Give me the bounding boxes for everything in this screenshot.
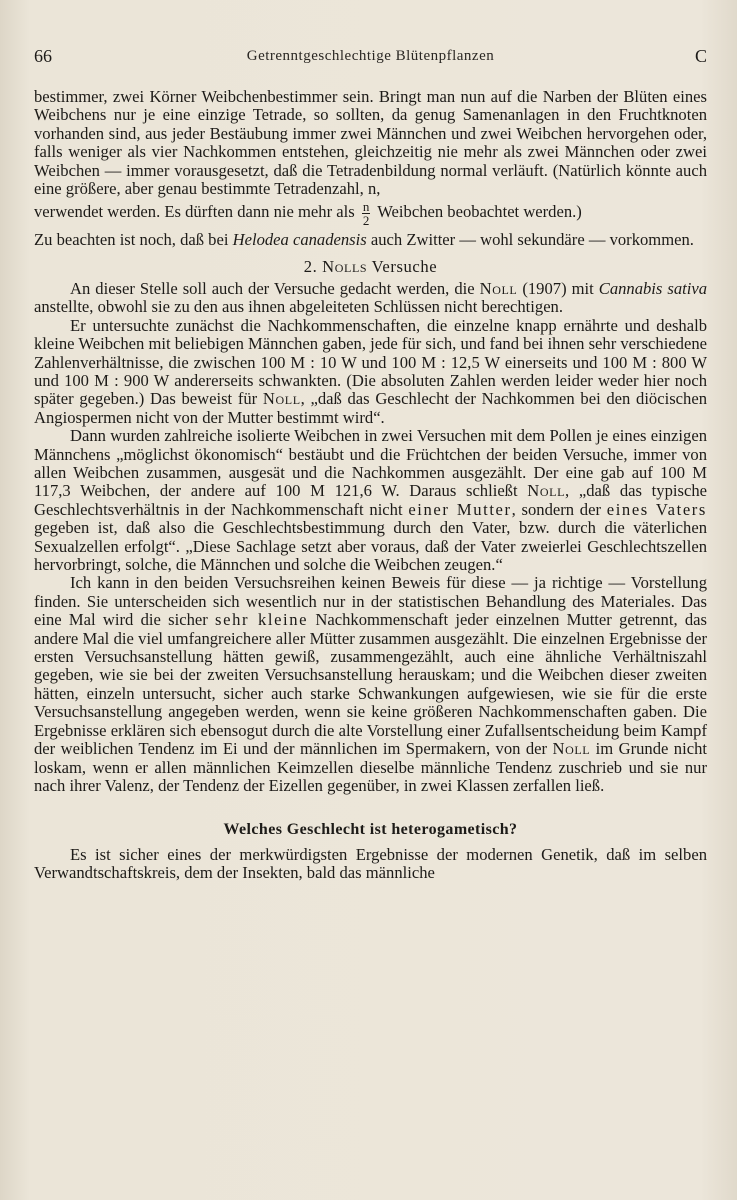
paragraph-3-a: An dieser Stelle soll auch der Versuche gedacht werden, die: [70, 278, 475, 298]
formula-line-before: verwendet werden. Es dürften dann nie mehr als: [34, 202, 355, 222]
fraction-n-over-2: [362, 200, 371, 227]
paragraph-5-d: gegeben ist, daß also die Geschlechtsbestimmung durch den Vater, bzw. durch die väterlichen Sexualzellen erfolgt“. „Diese Sachlage setzt aber voraus, daß der Vater zweierlei Geschlechtszellen hervorbringt, solche, die Männchen und solche die Weibchen zeugen.“: [34, 518, 707, 575]
paragraph-4-a: Er untersuchte zunächst die Nachkommenschaften, die einzelne knapp ernährte und deshalb kleine Weibchen mit beliebigen Männchen gaben, jede für sich, und fand bei ihnen sehr verschiedene Zahlenverhältnisse, die zwischen 100 M : 10 W und 100 M : 12,5 W einerseits und 100 M : 800 W und 100 M : 900 W andererseits schwankten. (Die absoluten Zahlen werden leider weder hier noch später gegeben.) Das beweist für: [34, 315, 707, 409]
author-name-noll: Noll: [262, 389, 301, 409]
spaced-emphasis-mutter: einer Mutter: [408, 499, 512, 519]
section-letter: C: [694, 46, 707, 66]
paragraph-5-b: , „daß das typische Geschlechtsverhältnis in der Nachkommenschaft nicht: [34, 481, 707, 519]
section-heading-rest: Versuche: [371, 256, 438, 276]
paragraph-3: [34, 280, 707, 317]
paragraph-4-b: , „daß das Geschlecht der Nachkommen bei den diöcischen Angiospermen nicht von der Mutter bestimmt wird“.: [34, 389, 707, 427]
author-name-noll: Noll: [527, 481, 566, 501]
paragraph-1: [34, 88, 707, 198]
author-name-noll: Noll: [479, 278, 518, 298]
author-name-noll: Noll: [552, 739, 591, 759]
spaced-emphasis-sehr-kleine: sehr kleine: [215, 610, 309, 630]
paragraph-1-formula-line: [34, 198, 707, 227]
species-name-helodea: Helodea canadensis: [232, 230, 367, 250]
section-heading-heterogametic: Welches Geschlecht ist heterogametisch?: [223, 821, 518, 839]
fraction-numerator: n: [362, 199, 370, 215]
paragraph-6-a: Ich kann in den beiden Versuchsreihen keinen Beweis für diese — ja richtige — Vorstellung finden. Sie unterscheiden sich wesentlich nur in der statistischen Behandlung des Materiales. Das eine Mal wird die sicher: [34, 573, 707, 630]
page-header: [34, 40, 707, 68]
paragraph-2: [34, 231, 707, 249]
paragraph-6: [34, 574, 707, 795]
paragraph-5-a: Dann wurden zahlreiche isolierte Weibchen in zwei Versuchen mit dem Pollen je eines einzigen Männchens „möglichst ökonomisch“ bestäubt und die Früchtchen der beiden Versuche, immer von allen Weibchen zusammen, ausgesät und die Nachkommen ausgezählt. Der eine gab auf 100 M 117,3 Weibchen, der andere auf 100 M 121,6 W. Daraus schließt: [34, 426, 707, 501]
section-number: 2.: [303, 256, 318, 276]
section-gap: [34, 795, 707, 821]
paragraph-3-b: (1907) mit: [522, 278, 594, 298]
body-text: [34, 88, 707, 883]
species-name-cannabis: Cannabis sativa: [598, 278, 708, 298]
running-title: Getrenntgeschlechtige Blütenpflanzen: [246, 48, 495, 64]
formula-line-after: Weibchen beobachtet werden.): [377, 202, 582, 222]
paragraph-5-c: , sondern der: [511, 499, 601, 519]
paragraph-7: [34, 846, 707, 883]
paragraph-1-text: bestimmer, zwei Körner Weibchenbestimmer sein. Bringt man nun auf die Narben der Blüten eines Weibchens nur je eine einzige Tetrade, so sollten, da genug Samenanlagen in den Fruchtknoten vorhanden sind, aus jeder Bestäubung immer zwei Männchen und zwei Weibchen hervorgehen oder, falls weniger als vier Nachkommen entstehen, gleichzeitig nie mehr als zwei Männchen oder zwei Weibchen — immer vorausgesetzt, daß die Tetradenbildung normal verläuft. (Natürlich könnte auch eine größere, aber genau bestimmte Tetradenzahl, n,: [34, 87, 707, 199]
paragraph-2-before: Zu beachten ist noch, daß bei: [34, 230, 229, 250]
paragraph-7-text: Es ist sicher eines der merkwürdigsten Ergebnisse der modernen Genetik, daß im selben Verwandtschaftskreis, dem der Insekten, bald das männliche: [34, 844, 707, 883]
page-number: 66: [34, 46, 52, 66]
section-heading-noll: [34, 258, 707, 276]
spaced-emphasis-vaters: eines Vaters: [606, 499, 707, 519]
paragraph-6-c: im Grunde nicht loskam, wenn er allen männlichen Keimzellen dieselbe männliche Tendenz zuschrieb und sie nur nach ihrer Valenz, der Tendenz der Eizellen gegenüber, in zwei Klassen zerfallen ließ.: [34, 739, 707, 795]
fraction-denominator: 2: [362, 213, 370, 229]
section-heading-name: Nolls: [322, 256, 368, 276]
paragraph-5: [34, 427, 707, 574]
paragraph-4: [34, 317, 707, 427]
paragraph-2-after: auch Zwitter — wohl sekundäre — vorkommen.: [370, 230, 694, 250]
paragraph-3-c: anstellte, obwohl sie zu den aus ihnen abgeleiteten Schlüssen nicht berechtigen.: [34, 297, 563, 317]
paragraph-6-b: Nachkommenschaft jeder einzelnen Mutter getrennt, das andere Mal die viel umfangreichere aller Mütter zusammen ausgezählt. Die einzelnen Ergebnisse der ersten Versuchsanstellung hätten gewiß, zusammengezählt, auch eine ähnliche Verhältniszahl gegeben, wie sie bei der zweiten Versuchsanstellung herauskam; und die Weibchen dieser zweiten hätten, einzeln untersucht, sicher auch starke Schwankungen aufgewiesen, wie sie für die erste Versuchsanstellung angegeben werden, wenn sie keine größeren Nachkommenschaften gaben. Die Ergebnisse erklären sich ebensogut durch die alte Vorstellung einer Zufallsentscheidung beim Kampf der weiblichen Tendenz im Ei und der männlichen im Spermakern, von der: [34, 610, 707, 759]
